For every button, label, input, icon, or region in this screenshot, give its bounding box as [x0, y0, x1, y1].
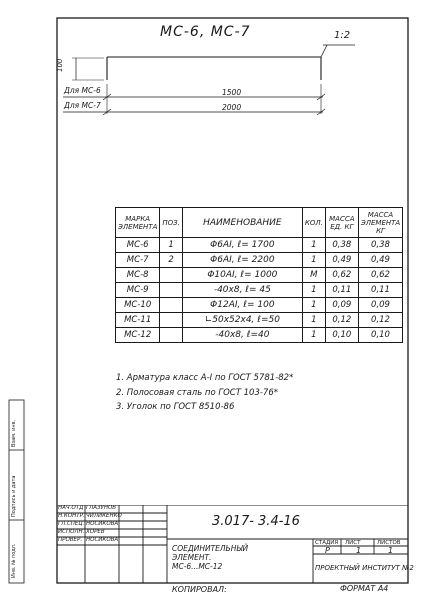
- role-checker: ПРОВЕР.: [58, 537, 83, 543]
- cell-name: -40х8, ℓ= 45: [182, 283, 302, 298]
- cell-mark: МС-9: [116, 283, 160, 298]
- side-stamp-label: Подпись и дата: [11, 475, 17, 517]
- cell-element-mass: 0,62: [358, 268, 402, 283]
- organization: ПРОЕКТНЫЙ ИНСТИТУТ №2: [315, 564, 414, 572]
- cell-unit-mass: 0,09: [325, 298, 358, 313]
- side-stamp-label: Взам. инв.: [11, 419, 17, 447]
- table-row: [116, 238, 403, 253]
- cell-mark: МС-8: [116, 268, 160, 283]
- sheets-label: ЛИСТОВ: [377, 540, 401, 546]
- sheet-value: 1: [356, 546, 362, 555]
- cell-qty: 1: [302, 328, 325, 343]
- table-row: [116, 268, 403, 283]
- table-row: [116, 253, 403, 268]
- role-executor: ИСПОЛН.: [58, 529, 85, 535]
- table-row: [116, 328, 403, 343]
- header-element-mass: МАССА ЭЛЕМЕНТА КГ: [358, 208, 402, 238]
- cell-mark: МС-12: [116, 328, 160, 343]
- table-row: [116, 313, 403, 328]
- cell-element-mass: 0,09: [358, 298, 402, 313]
- label-mc7: Для МС-7: [64, 101, 101, 110]
- cell-unit-mass: 0,49: [325, 253, 358, 268]
- length-mc6: 1500: [222, 88, 242, 97]
- note-3: 3. Уголок по ГОСТ 8510-86: [116, 402, 235, 412]
- cell-element-mass: 0,10: [358, 328, 402, 343]
- cell-mark: МС-10: [116, 298, 160, 313]
- name-head: ГЛАЗУНОВ: [86, 505, 117, 511]
- copied-by-label: КОПИРОВАЛ:: [172, 585, 227, 594]
- header-name: НАИМЕНОВАНИЕ: [182, 208, 302, 238]
- name-checker: НОСИКОВА: [86, 537, 119, 543]
- cell-mark: МС-6: [116, 238, 160, 253]
- bar-drawing: [63, 45, 355, 115]
- cell-unit-mass: 0,12: [325, 313, 358, 328]
- role-chief-spec: ГЛ.СПЕЦ.: [58, 521, 85, 527]
- header-unit-mass: МАССА ЕД. КГ: [325, 208, 358, 238]
- header-mark: МАРКА ЭЛЕМЕНТА: [116, 208, 160, 238]
- element-name: СОЕДИНИТЕЛЬНЫЙ ЭЛЕМЕНТ. МС-6...МС-12: [172, 544, 249, 571]
- cell-mark: МС-7: [116, 253, 160, 268]
- role-norm-control: Н.КОНТР.: [58, 513, 85, 519]
- cell-qty: 1: [302, 313, 325, 328]
- cell-pos: [160, 298, 183, 313]
- cell-name: -40х8, ℓ=40: [182, 328, 302, 343]
- table-row: [116, 283, 403, 298]
- cell-qty: 1: [302, 283, 325, 298]
- cell-element-mass: 0,11: [358, 283, 402, 298]
- document-code: 3.017- 3.4-16: [212, 514, 300, 529]
- side-stamp-label: Инв. № подл.: [11, 543, 17, 578]
- drawing-title: МС-6, МС-7: [160, 24, 251, 40]
- note-2: 2. Полосовая сталь по ГОСТ 103-76*: [116, 388, 278, 398]
- stage-label: СТАДИЯ: [315, 540, 339, 546]
- cell-name: ∟50х52х4, ℓ=50: [182, 313, 302, 328]
- cell-name: Φ12АI, ℓ= 100: [182, 298, 302, 313]
- table-header-row: [116, 208, 403, 238]
- cell-qty: 1: [302, 298, 325, 313]
- cell-pos: [160, 268, 183, 283]
- cell-qty: 1: [302, 238, 325, 253]
- cell-pos: [160, 328, 183, 343]
- name-norm-control: ЧИЛИКЕНКО: [86, 513, 122, 519]
- cell-name: Φ6АI, ℓ= 2200: [182, 253, 302, 268]
- height-dimension: 100: [56, 58, 64, 72]
- label-mc6: Для МС-6: [64, 86, 101, 95]
- cell-pos: 1: [160, 238, 183, 253]
- sheets-value: 1: [388, 546, 394, 555]
- cell-qty: 1: [302, 253, 325, 268]
- name-executor: ХОРЕВ: [86, 529, 105, 535]
- cell-qty: М: [302, 268, 325, 283]
- cell-pos: [160, 313, 183, 328]
- note-1: 1. Арматура класс А-I по ГОСТ 5781-82*: [116, 373, 294, 383]
- cell-unit-mass: 0,11: [325, 283, 358, 298]
- cell-element-mass: 0,12: [358, 313, 402, 328]
- cell-unit-mass: 0,10: [325, 328, 358, 343]
- cell-pos: 2: [160, 253, 183, 268]
- cell-pos: [160, 283, 183, 298]
- cell-name: Φ6АI, ℓ= 1700: [182, 238, 302, 253]
- header-pos: ПОЗ.: [160, 208, 183, 238]
- table-row: [116, 298, 403, 313]
- sheet-label: ЛИСТ: [345, 540, 361, 546]
- cell-element-mass: 0,49: [358, 253, 402, 268]
- cell-unit-mass: 0,38: [325, 238, 358, 253]
- cell-name: Φ10АI, ℓ= 1000: [182, 268, 302, 283]
- slope-label: 1:2: [334, 30, 351, 41]
- role-head: НАЧ.ОТД: [58, 505, 84, 511]
- format-label: ФОРМАТ А4: [340, 584, 389, 593]
- cell-element-mass: 0,38: [358, 238, 402, 253]
- length-mc7: 2000: [222, 103, 242, 112]
- header-qty: КОЛ.: [302, 208, 325, 238]
- name-chief-spec: НОСИКОВА: [86, 521, 119, 527]
- cell-mark: МС-11: [116, 313, 160, 328]
- specification-table: [115, 207, 403, 343]
- stage-value: Р: [325, 546, 330, 555]
- cell-unit-mass: 0,62: [325, 268, 358, 283]
